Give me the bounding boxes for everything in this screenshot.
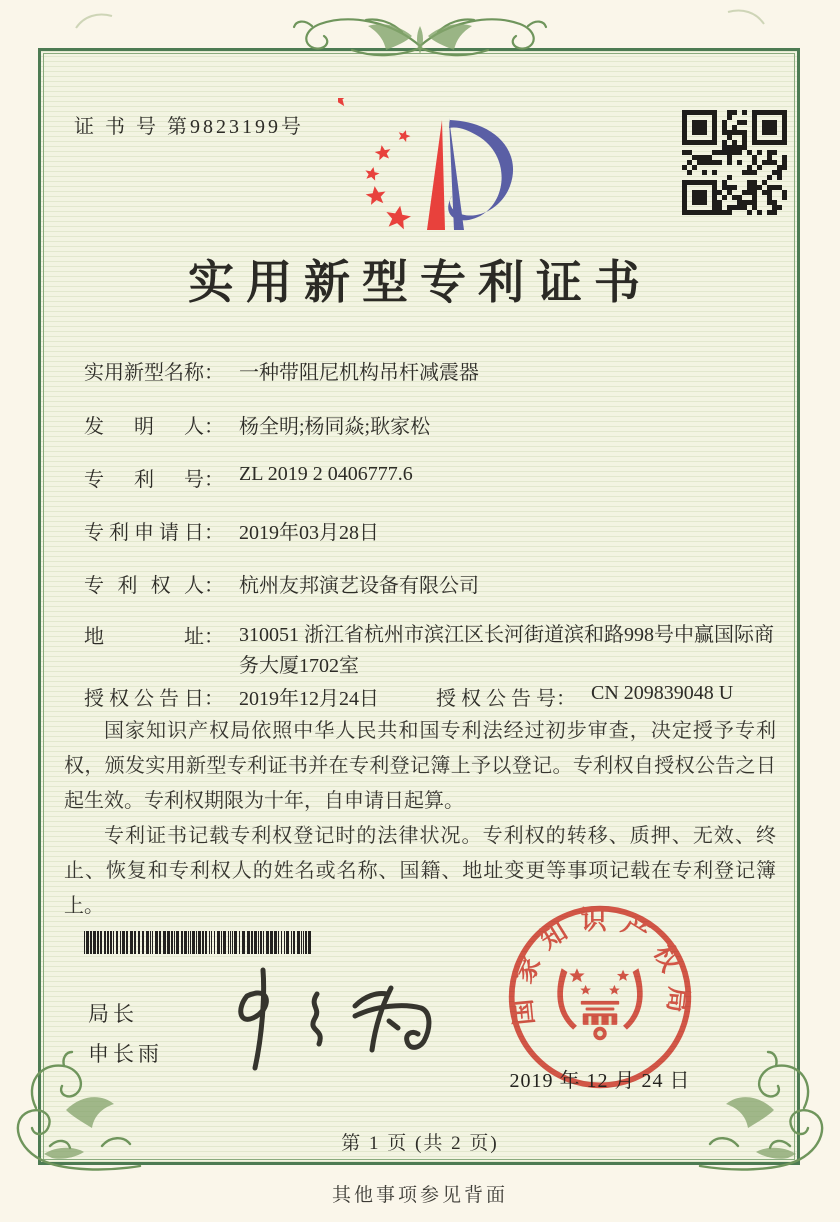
field-row-address: 地址： 310051 浙江省杭州市滨江区长河街道滨和路998号中赢国际商务大厦1702室 xyxy=(84,620,791,682)
field-row-name: 实用新型名称： 一种带阻尼机构吊杆减震器 xyxy=(84,356,479,385)
seal-date: 2019 年 12 月 24 日 xyxy=(509,1070,691,1092)
certificate-title: 实用新型专利证书 xyxy=(188,257,652,308)
field-value: ZL 2019 2 0406777.6 xyxy=(239,463,413,485)
qr-code-icon xyxy=(682,110,787,215)
field-value: 2019年03月28日 xyxy=(239,522,379,544)
bottom-right-flourish-icon xyxy=(694,1050,836,1182)
qr-module xyxy=(782,210,787,215)
certificate-number: 证 书 号 第9823199号 xyxy=(74,116,304,138)
top-right-sprig-icon xyxy=(726,4,766,28)
field-label: 授权公告日 xyxy=(84,688,204,710)
field-label: 实用新型名称 xyxy=(84,362,204,384)
field-row-filing-date: 专利申请日： 2019年03月28日 xyxy=(84,516,379,545)
field-value: 杭州友邦演艺设备有限公司 xyxy=(239,575,479,597)
back-note: 其他事项参见背面 xyxy=(331,1185,508,1206)
field-row-patentee: 专利权人： 杭州友邦演艺设备有限公司 xyxy=(84,569,479,598)
legal-paragraph: 专利证书记载专利权登记时的法律状况。专利权的转移、质押、无效、终止、恢复和专利权人的姓名或名称、国籍、地址变更等事项记载在专利登记簿上。 xyxy=(64,825,776,917)
barcode-icon xyxy=(84,931,314,954)
field-value: 310051 浙江省杭州市滨江区长河街道滨和路998号中赢国际商务大厦1702室 xyxy=(239,624,774,677)
field-label: 发明人 xyxy=(84,416,204,438)
field-row-grant: 授权公告日： 2019年12月24日 授权公告号： CN 209839048 U xyxy=(84,682,734,710)
barcode-gap xyxy=(311,931,313,954)
field-label: 地址 xyxy=(84,626,204,648)
top-left-sprig-icon xyxy=(74,8,114,32)
cnipa-logo-icon xyxy=(338,98,514,240)
page-number: 第 1 页 (共 2 页) xyxy=(341,1133,499,1154)
grant-date-value: 2019年12月24日 xyxy=(239,688,379,710)
seal-ring-text: 国家知识产权局 xyxy=(506,906,694,1027)
field-row-patent-no: 专利号： ZL 2019 2 0406777.6 xyxy=(84,463,413,491)
bottom-left-flourish-icon xyxy=(4,1050,146,1182)
field-label: 专利号 xyxy=(84,469,204,491)
field-label: 专利权人 xyxy=(84,575,204,597)
signature-icon xyxy=(205,966,445,1074)
grant-no-value: CN 209839048 U xyxy=(591,682,734,704)
field-label: 专利申请日 xyxy=(84,522,204,544)
top-flourish-icon xyxy=(288,6,552,72)
signer-name: 申长雨 xyxy=(88,1042,163,1066)
field-row-inventors: 发明人： 杨全明;杨同焱;耿家松 xyxy=(84,410,430,439)
legal-text xyxy=(64,714,776,924)
field-value: 杨全明;杨同焱;耿家松 xyxy=(239,416,431,438)
field-value: 一种带阻尼机构吊杆减震器 xyxy=(239,362,479,384)
legal-paragraph: 国家知识产权局依照中华人民共和国专利法经过初步审查，决定授予专利权，颁发实用新型专利证书并在专利登记簿上予以登记。专利权自授权公告之日起生效。专利权期限为十年，自申请日起算。 xyxy=(64,720,776,812)
signer-title: 局长 xyxy=(88,1002,138,1026)
field-label: 授权公告号 xyxy=(436,688,556,710)
